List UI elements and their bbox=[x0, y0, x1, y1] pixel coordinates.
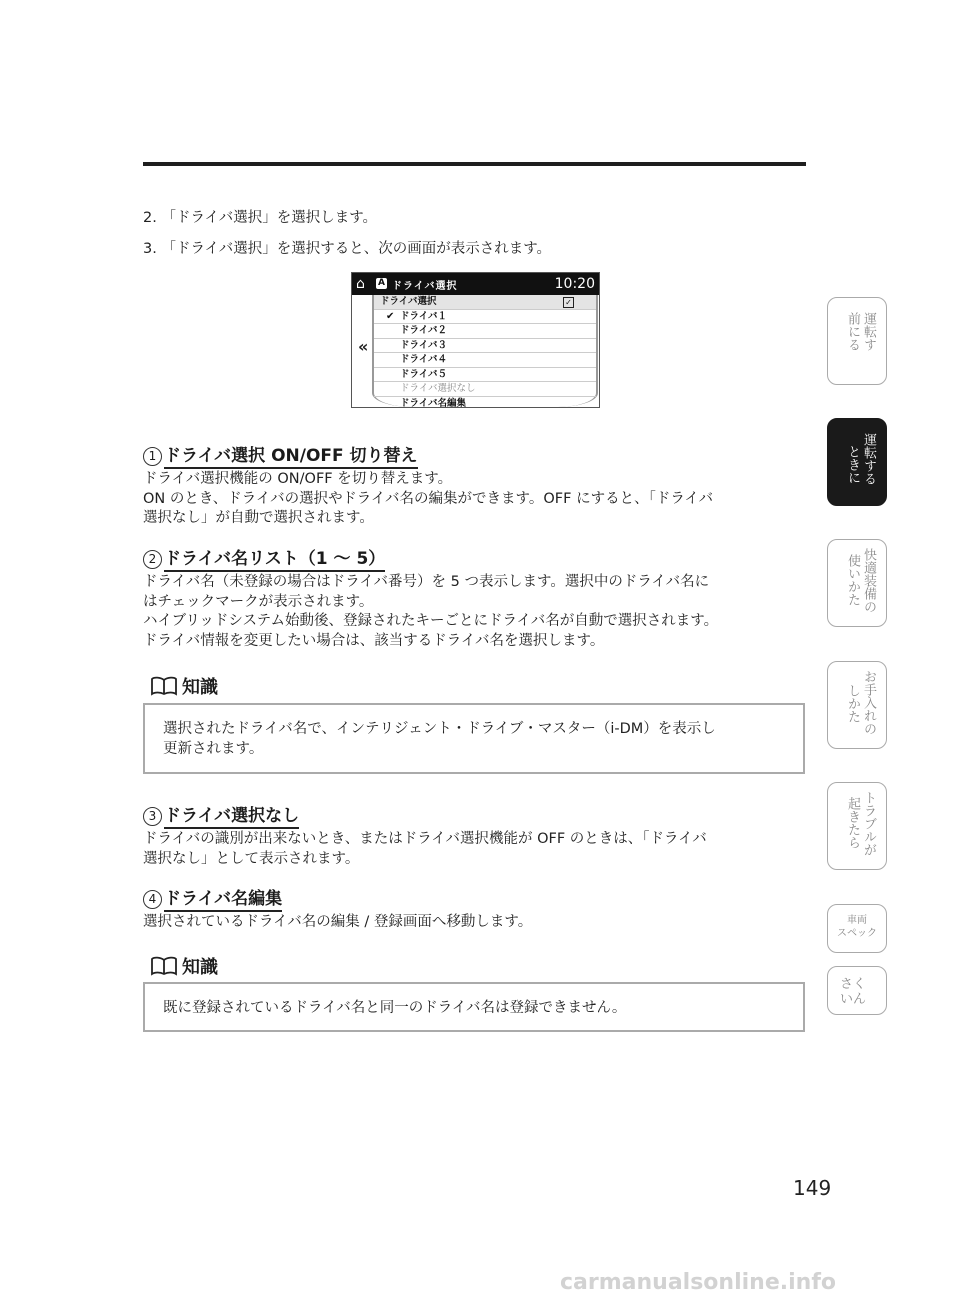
section-4-body: 選択されているドライバ名の編集 / 登録画面へ移動します。 bbox=[143, 914, 533, 930]
display-screenshot bbox=[351, 272, 600, 408]
a-badge-icon: A bbox=[376, 278, 387, 289]
no-driver-row: ドライバ選択なし bbox=[374, 382, 596, 397]
edit-driver-name-row: ドライバ名編集 bbox=[400, 397, 467, 408]
step-2: 2. 「ドライバ選択」を選択します。 bbox=[143, 210, 378, 226]
screen-clock: 10:20 bbox=[554, 276, 595, 292]
tab-troubleshooting[interactable]: トラブルが 起きたら bbox=[827, 782, 887, 870]
tab-comfort-equipment[interactable]: 快適装備の 使いかた bbox=[827, 539, 887, 627]
top-rule bbox=[143, 162, 806, 166]
tab-before-driving[interactable]: 運転す 前にる bbox=[827, 297, 887, 385]
screen-title: ドライバ選択 bbox=[392, 281, 458, 292]
driver-2-row: ドライバ２ bbox=[374, 324, 596, 339]
checkbox-icon: ✓ bbox=[563, 297, 574, 308]
watermark: carmanualsonline.info bbox=[560, 1270, 836, 1295]
book-icon bbox=[150, 956, 178, 976]
section-3-body: ドライバの識別が出来ないとき、またはドライバ選択機能が OFF のときは、「ドライバ 選択なし」として表示されます。 bbox=[143, 831, 707, 867]
driver-select-toggle-row: ドライバ選択 ✓ bbox=[374, 295, 596, 310]
knowledge-note-2: 既に登録されているドライバ名と同一のドライバ名は登録できません。 bbox=[143, 982, 805, 1032]
knowledge-heading-2: 知識 bbox=[150, 953, 218, 979]
step-3: 3. 「ドライバ選択」を選択すると、次の画面が表示されます。 bbox=[143, 241, 552, 257]
book-icon bbox=[150, 676, 178, 696]
section-3-heading: 3 ドライバ選択なし bbox=[143, 801, 299, 826]
tab-maintenance[interactable]: お手入れの しかた bbox=[827, 661, 887, 749]
tab-vehicle-specs[interactable]: 車両 スペック bbox=[827, 904, 887, 953]
driver-4-row: ドライバ４ bbox=[374, 353, 596, 368]
screen-driver-list bbox=[372, 295, 598, 407]
knowledge-heading-1: 知識 bbox=[150, 673, 218, 699]
screen-header bbox=[352, 273, 599, 295]
tab-while-driving[interactable]: 運転する ときに bbox=[827, 418, 887, 506]
back-chevron-icon: « bbox=[358, 337, 369, 356]
section-1-body: ドライバ選択機能の ON/OFF を切り替えます。 ON のとき、ドライバの選択やドライバ名の編集ができます。OFF にすると、「ドライバ 選択なし」が自動で選択されます。 bbox=[143, 471, 714, 526]
section-4-heading: 4 ドライバ名編集 bbox=[143, 884, 282, 909]
section-1-heading: 1 ドライバ選択 ON/OFF 切り替え bbox=[143, 441, 418, 466]
checkmark-icon: ✔ bbox=[386, 310, 395, 322]
driver-1-row: ✔ ドライバ１ bbox=[374, 310, 596, 325]
knowledge-note-1: 選択されたドライバ名で、インテリジェント・ドライブ・マスター（i-DM）を表示し 更新されます。 bbox=[143, 703, 805, 774]
tab-index[interactable]: さく いん bbox=[827, 966, 887, 1015]
section-2-heading: 2 ドライバ名リスト（1 〜 5） bbox=[143, 544, 385, 569]
page-number: 149 bbox=[793, 1176, 832, 1200]
driver-5-row: ドライバ５ bbox=[374, 368, 596, 383]
home-icon: ⌂ bbox=[356, 276, 365, 292]
driver-3-row: ドライバ３ bbox=[374, 339, 596, 354]
section-2-body: ドライバ名（未登録の場合はドライバ番号）を 5 つ表示します。選択中のドライバ名に はチェックマークが表示されます。 ハイブリッドシステム始動後、登録されたキーごとにドライバ名が自動で選択されます。 ドライバ情報を変更したい場合は、該当するドライバ名を選択します。 bbox=[143, 574, 719, 649]
